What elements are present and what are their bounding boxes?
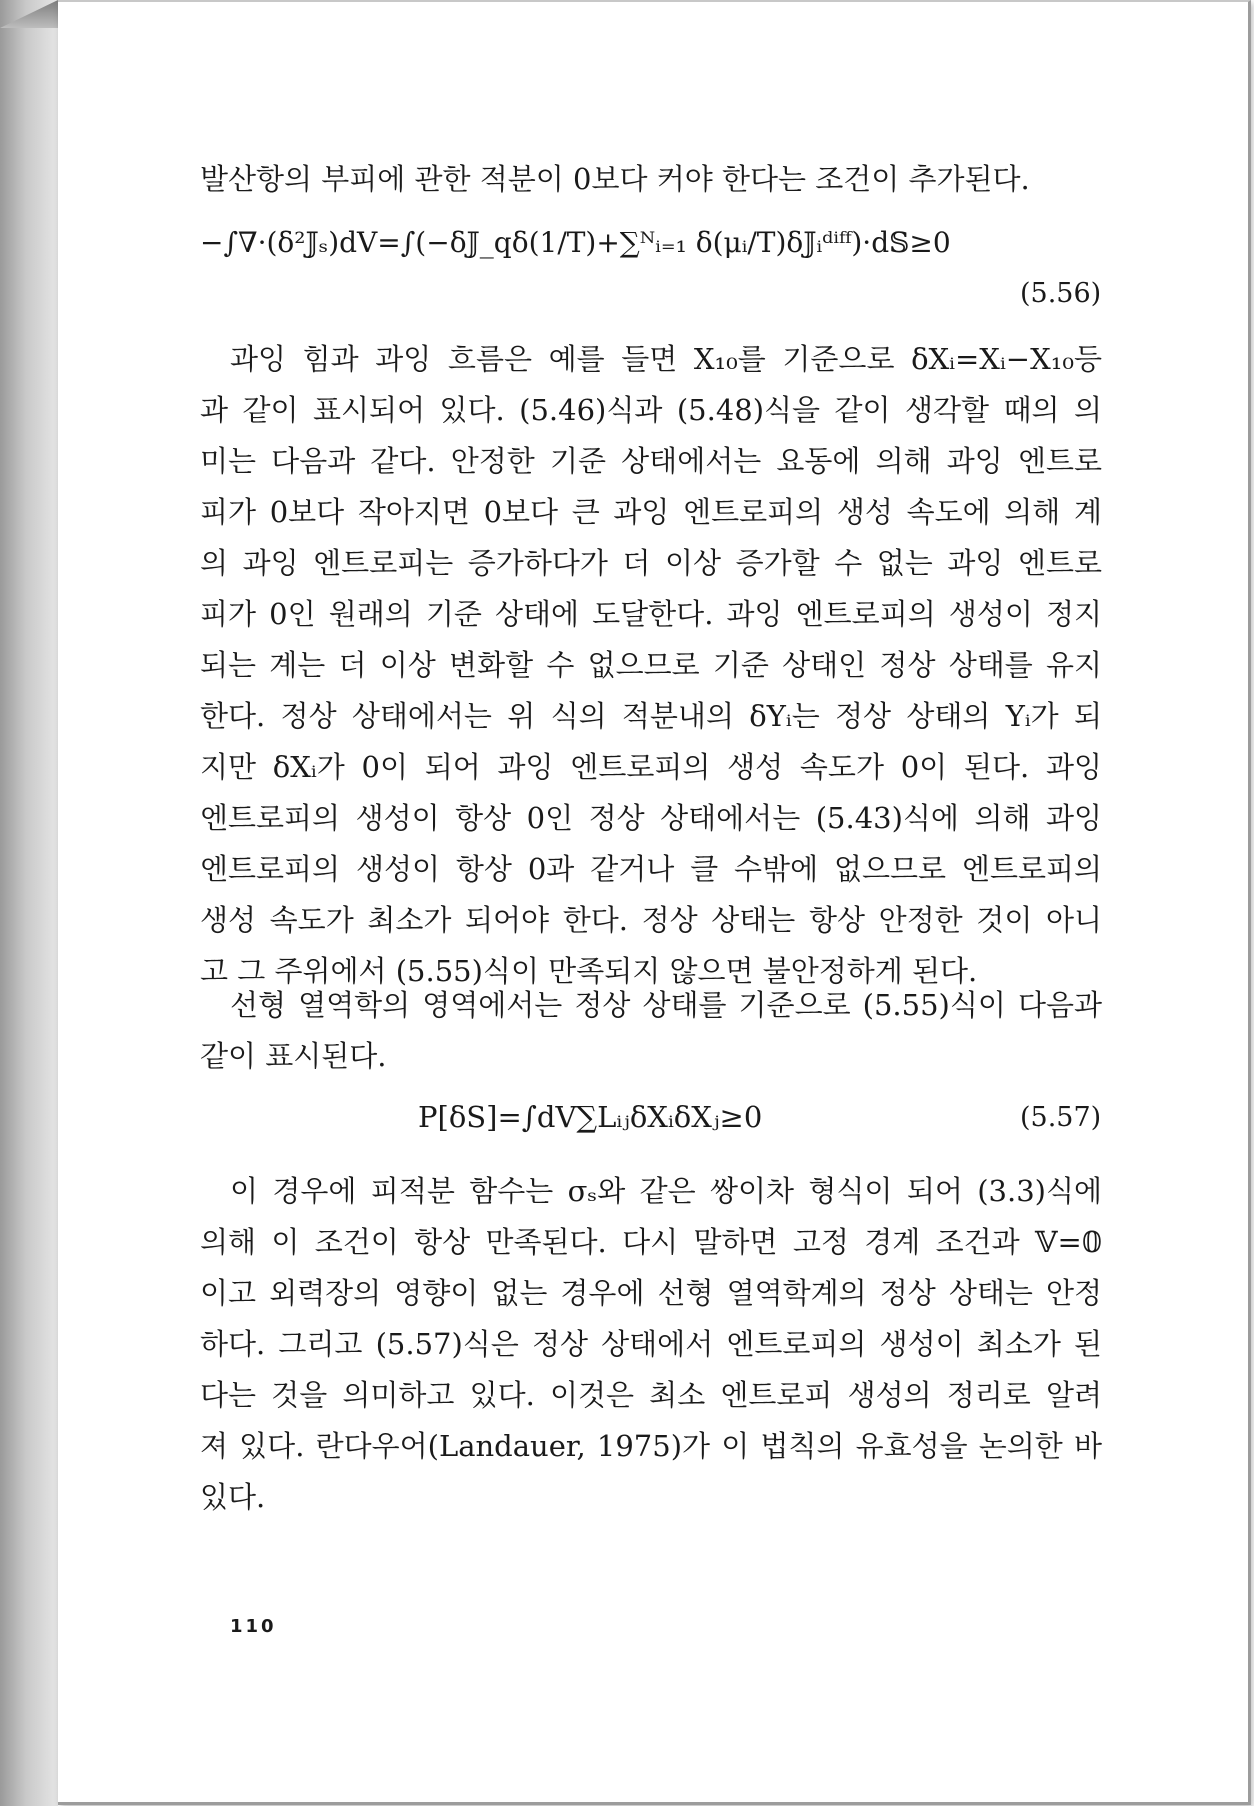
page-number: 110	[230, 1616, 277, 1637]
text-line: 생성 속도가 최소가 되어야 한다. 정상 상태는 항상 안정한 것이 아니	[200, 903, 1102, 937]
text-line: 하다. 그리고 (5.57)식은 정상 상태에서 엔트로피의 생성이 최소가 된	[200, 1327, 1102, 1361]
equation-number-5-56: (5.56)	[1020, 278, 1102, 309]
text-line: 져 있다. 란다우어(Landauer, 1975)가 이 법칙의 유효성을 논의한 바	[200, 1429, 1102, 1463]
paragraph-3	[200, 1166, 1102, 1523]
text-line: 한다. 정상 상태에서는 위 식의 적분내의 δYᵢ는 정상 상태의 Yᵢ가 되	[200, 699, 1102, 733]
equation-5-56: −∫∇·(δ²𝕁ₛ)dV=∫(−δ𝕁_qδ(1/T)+∑ᴺᵢ₌₁ δ(μᵢ/T)δ𝕁ᵢᵈⁱᶠᶠ)·d𝕊≥0	[200, 226, 951, 259]
text-line: 선형 열역학의 영역에서는 정상 상태를 기준으로 (5.55)식이 다음과	[230, 988, 1102, 1022]
text-line: 같이 표시된다.	[200, 1039, 387, 1073]
text-line: 되는 계는 더 이상 변화할 수 없으므로 기준 상태인 정상 상태를 유지	[200, 648, 1102, 682]
text-line: 피가 0보다 작아지면 0보다 큰 과잉 엔트로피의 생성 속도에 의해 계	[200, 495, 1102, 529]
text-line: 과 같이 표시되어 있다. (5.46)식과 (5.48)식을 같이 생각할 때의 의	[200, 393, 1102, 427]
text-line: 발산항의 부피에 관한 적분이 0보다 커야 한다는 조건이 추가된다.	[200, 162, 1030, 196]
paragraph-2	[200, 980, 1102, 1082]
text-line: 의해 이 조건이 항상 만족된다. 다시 말하면 고정 경계 조건과 𝕍=𝟘	[200, 1225, 1102, 1259]
text-line: 지만 δXᵢ가 0이 되어 과잉 엔트로피의 생성 속도가 0이 된다. 과잉	[200, 750, 1102, 784]
paragraph-1	[200, 334, 1102, 997]
equation-5-57: P[δS]=∫dV∑LᵢⱼδXᵢδXⱼ≥0	[418, 1100, 763, 1134]
text-line: 있다.	[200, 1480, 266, 1514]
paragraph-intro	[200, 154, 1102, 205]
text-line: 피가 0인 원래의 기준 상태에 도달한다. 과잉 엔트로피의 생성이 정지	[200, 597, 1102, 631]
text-line: 미는 다음과 같다. 안정한 기준 상태에서는 요동에 의해 과잉 엔트로	[200, 444, 1102, 478]
text-line: 고 그 주위에서 (5.55)식이 만족되지 않으면 불안정하게 된다.	[200, 954, 978, 988]
text-line: 엔트로피의 생성이 항상 0인 정상 상태에서는 (5.43)식에 의해 과잉	[200, 801, 1102, 835]
text-line: 의 과잉 엔트로피는 증가하다가 더 이상 증가할 수 없는 과잉 엔트로	[200, 546, 1102, 580]
book-spine	[0, 0, 58, 1806]
text-line: 엔트로피의 생성이 항상 0과 같거나 클 수밖에 없으므로 엔트로피의	[200, 852, 1102, 886]
equation-number-5-57: (5.57)	[1020, 1102, 1102, 1133]
text-line: 이고 외력장의 영향이 없는 경우에 선형 열역학계의 정상 상태는 안정	[200, 1276, 1102, 1310]
text-line: 이 경우에 피적분 함수는 σₛ와 같은 쌍이차 형식이 되어 (3.3)식에	[230, 1174, 1102, 1208]
text-line: 과잉 힘과 과잉 흐름은 예를 들면 X₁₀를 기준으로 δXᵢ=Xᵢ−X₁₀등	[230, 342, 1102, 376]
text-line: 다는 것을 의미하고 있다. 이것은 최소 엔트로피 생성의 정리로 알려	[200, 1378, 1102, 1412]
